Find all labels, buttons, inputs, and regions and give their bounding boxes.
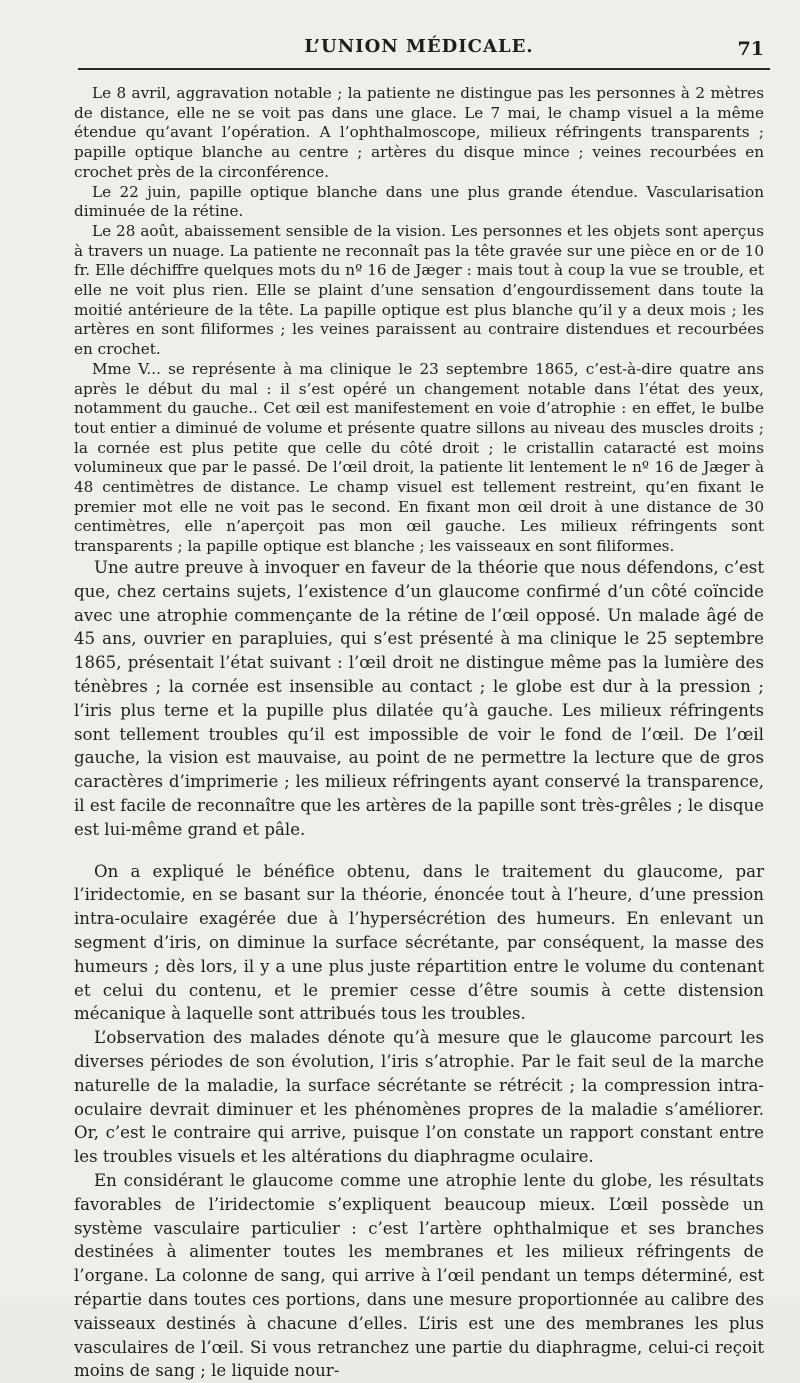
paragraph: Le 8 avril, aggravation notable ; la patiente ne distingue pas les personnes à 2 mètres de distance, elle ne se voit pas dans une glace. Le 7 mai, le champ visuel a la même étendue qu’avant l’opération. A l’ophthalmoscope, milieux réfringents transparents ; papille optique blanche au centre ; artères du disque mince ; veines recourbées en crochet près de la circonférence. — [74, 84, 764, 181]
paragraph: Une autre preuve à invoquer en faveur de la théorie que nous défendons, c’est que, chez certains sujets, l’existence d’un glaucome confirmé d’un côté coïncide avec une atrophie commençante de la rétine de l’œil opposé. Un malade âgé de 45 ans, ouvrier en parapluies, qui s’est présenté à ma clinique le 25 septembre 1865, présentait l’état suivant : l’œil droit ne distingue même pas la lumière des ténèbres ; la cornée est insensible au contact ; le globe est dur à la pression ; l’iris plus terne et la pupille plus dilatée qu’à gauche. Les milieux réfringents sont tellement troubles qu’il est impossible de voir le fond de l’œil. De l’œil gauche, la vision est mauvaise, au point de ne permettre la lecture que de gros caractères d’imprimerie ; les milieux réfringents ayant conservé la transparence, il est facile de reconnaître que les artères de la papille sont très-grêles ; le disque est lui-même grand et pâle. — [74, 558, 764, 839]
header-rule — [78, 68, 770, 70]
paragraph: En considérant le glaucome comme une atrophie lente du globe, les résultats favorables de l’iridectomie s’expliquent beaucoup mieux. L’œil possède un système vasculaire particulier : c’est l’artère ophthalmique et ses branches destinées à alimenter toutes les membranes et les milieux réfringents de l’organe. La colonne de sang, qui arrive à l’œil pendant un temps déterminé, est répartie dans toutes ces portions, dans une mesure proportionnée au calibre des vaisseaux destinés à chacune d’elles. L’iris est une des membranes les plus vasculaires de l’œil. Si vous retranchez une partie du diaphragme, celui-ci reçoit moins de sang ; le liquide nour- — [74, 1170, 764, 1381]
page-header — [74, 26, 764, 66]
page-number: 71 — [737, 38, 764, 60]
paragraph: Mme V... se représente à ma clinique le 23 septembre 1865, c’est-à-dire quatre ans après le début du mal : il s’est opéré un changement notable dans l’état des yeux, notamment du gauche.. Cet œil est manifestement en voie d’atrophie : en effet, le bulbe tout entier a diminué de volume et présente quatre sillons au niveau des muscles droits ; la cornée est plus petite que celle du côté droit ; le cristallin cataracté est moins volumineux que par le passé. De l’œil droit, la patiente lit lentement le nº 16 de Jæger à 48 centimètres de distance. Le champ visuel est tellement restreint, qu’en fixant le premier mot elle ne voit pas le second. En fixant mon œil droit à une distance de 30 centimètres, elle n’aperçoit pas mon œil gauche. Les milieux réfringents sont transparents ; la papille optique est blanche ; les vaisseaux en sont filiformes. — [74, 359, 764, 556]
paragraph: L’observation des malades dénote qu’à mesure que le glaucome parcourt les diverses périodes de son évolution, l’iris s’atrophie. Par le fait seul de la marche naturelle de la maladie, la surface sécrétante se rétrécit ; la compression intra-oculaire devrait diminuer et les phénomènes propres de la maladie s’améliorer. Or, c’est le contraire qui arrive, puisque l’on constate un rapport constant entre les troubles visuels et les altérations du diaphragme oculaire. — [74, 1028, 764, 1167]
running-head: L’UNION MÉDICALE. — [304, 36, 534, 57]
paragraph: On a expliqué le bénéfice obtenu, dans le traitement du glaucome, par l’iridectomie, en se basant sur la théorie, énoncée tout à l’heure, d’une pression intra-oculaire exagérée due à l’hypersécrétion des humeurs. En enlevant un segment d’iris, on diminue la surface sécrétante, par conséquent, la masse des humeurs ; dès lors, il y a une plus juste répartition entre le volume du contenant et celui du contenu, et le premier cesse d’être soumis à cette distension mécanique à laquelle sont attribués tous les troubles. — [74, 861, 764, 1024]
main-text-block — [74, 556, 764, 1383]
case-notes-block — [74, 84, 764, 557]
paragraph: Le 28 août, abaissement sensible de la vision. Les personnes et les objets sont aperçus à travers un nuage. La patiente ne reconnaît pas la tête gravée sur une pièce en or de 10 fr. Elle déchiffre quelques mots du nº 16 de Jæger : mais tout à coup la vue se trouble, et elle ne voit plus rien. Elle se plaint d’une sensation d’engourdissement dans toute la moitié antérieure de la tête. La papille optique est plus blanche qu’il y a deux mois ; les artères en sont filiformes ; les veines paraissent au contraire distendues et recourbées en crochet. — [74, 221, 764, 359]
paragraph: Le 22 juin, papille optique blanche dans une plus grande étendue. Vascularisation diminuée de la rétine. — [74, 182, 764, 221]
